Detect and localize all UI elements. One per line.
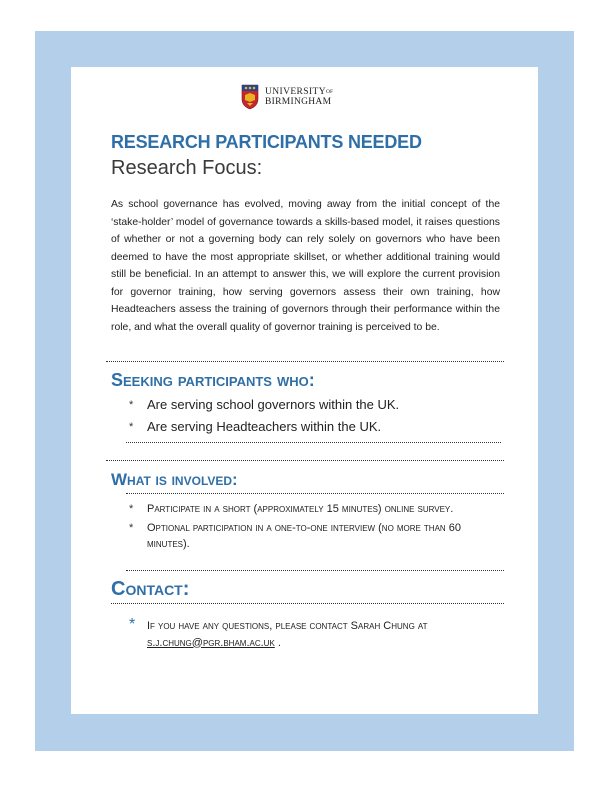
contact-end: . — [277, 636, 281, 649]
university-logo — [241, 83, 333, 111]
asterisk-bullet-icon: * — [129, 616, 136, 633]
asterisk-bullet-icon: * — [129, 503, 134, 515]
contact-heading: Contact: — [111, 578, 190, 600]
contact-list — [129, 618, 479, 651]
list-item: * Are serving Headteachers within the UK. — [129, 417, 499, 439]
logo-line-birmingham: BIRMINGHAM — [265, 97, 332, 107]
contact-email-link[interactable]: s.j.chung@pgr.bham.ac.uk — [147, 636, 275, 649]
asterisk-bullet-icon: * — [129, 421, 134, 433]
divider — [126, 442, 501, 443]
seeking-list — [129, 395, 499, 439]
logo-line-university: $UNIVERSITY^{OF}$ — [265, 87, 334, 97]
divider — [126, 570, 504, 571]
intro-paragraph: As school governance has evolved, moving away from the initial concept of the ‘stake-holder’ model of governance towards a skills-based model, it raises questions of whether or not a governing body can rely solely on governors who have been deemed to have the most appropriate skillset, or whether additional training would still be beneficial. In an attempt to answer this, we will explore the current provision for governor training, how serving governors assess their own training, how Headteachers assess the training of governors through their performance within the role, and what the overall quality of governor training is perceived to be. — [111, 199, 500, 333]
divider — [106, 361, 504, 362]
page-title: RESEARCH PARTICIPANTS NEEDED — [111, 132, 422, 152]
divider — [106, 460, 504, 461]
list-item: * Are serving school governors within the UK. — [129, 395, 499, 417]
seeking-heading: Seeking participants who: — [111, 370, 315, 390]
asterisk-bullet-icon: * — [129, 399, 134, 411]
flyer-sheet — [71, 67, 538, 714]
asterisk-bullet-icon: * — [129, 521, 134, 534]
divider — [126, 493, 504, 494]
list-item — [129, 618, 479, 651]
involved-heading: What is involved: — [111, 470, 238, 489]
research-focus-heading: Research Focus: — [111, 157, 263, 179]
contact-text: If you have any questions, please contact Sarah Chung at — [147, 620, 428, 632]
divider — [111, 603, 504, 604]
involved-list — [129, 501, 469, 553]
list-item: * Participate in a short (approximately 15 minutes) online survey. — [129, 501, 469, 518]
university-crest-icon — [241, 84, 259, 110]
list-item: * Optional participation in a one-to-one interview (no more than 60 minutes). — [129, 521, 461, 550]
